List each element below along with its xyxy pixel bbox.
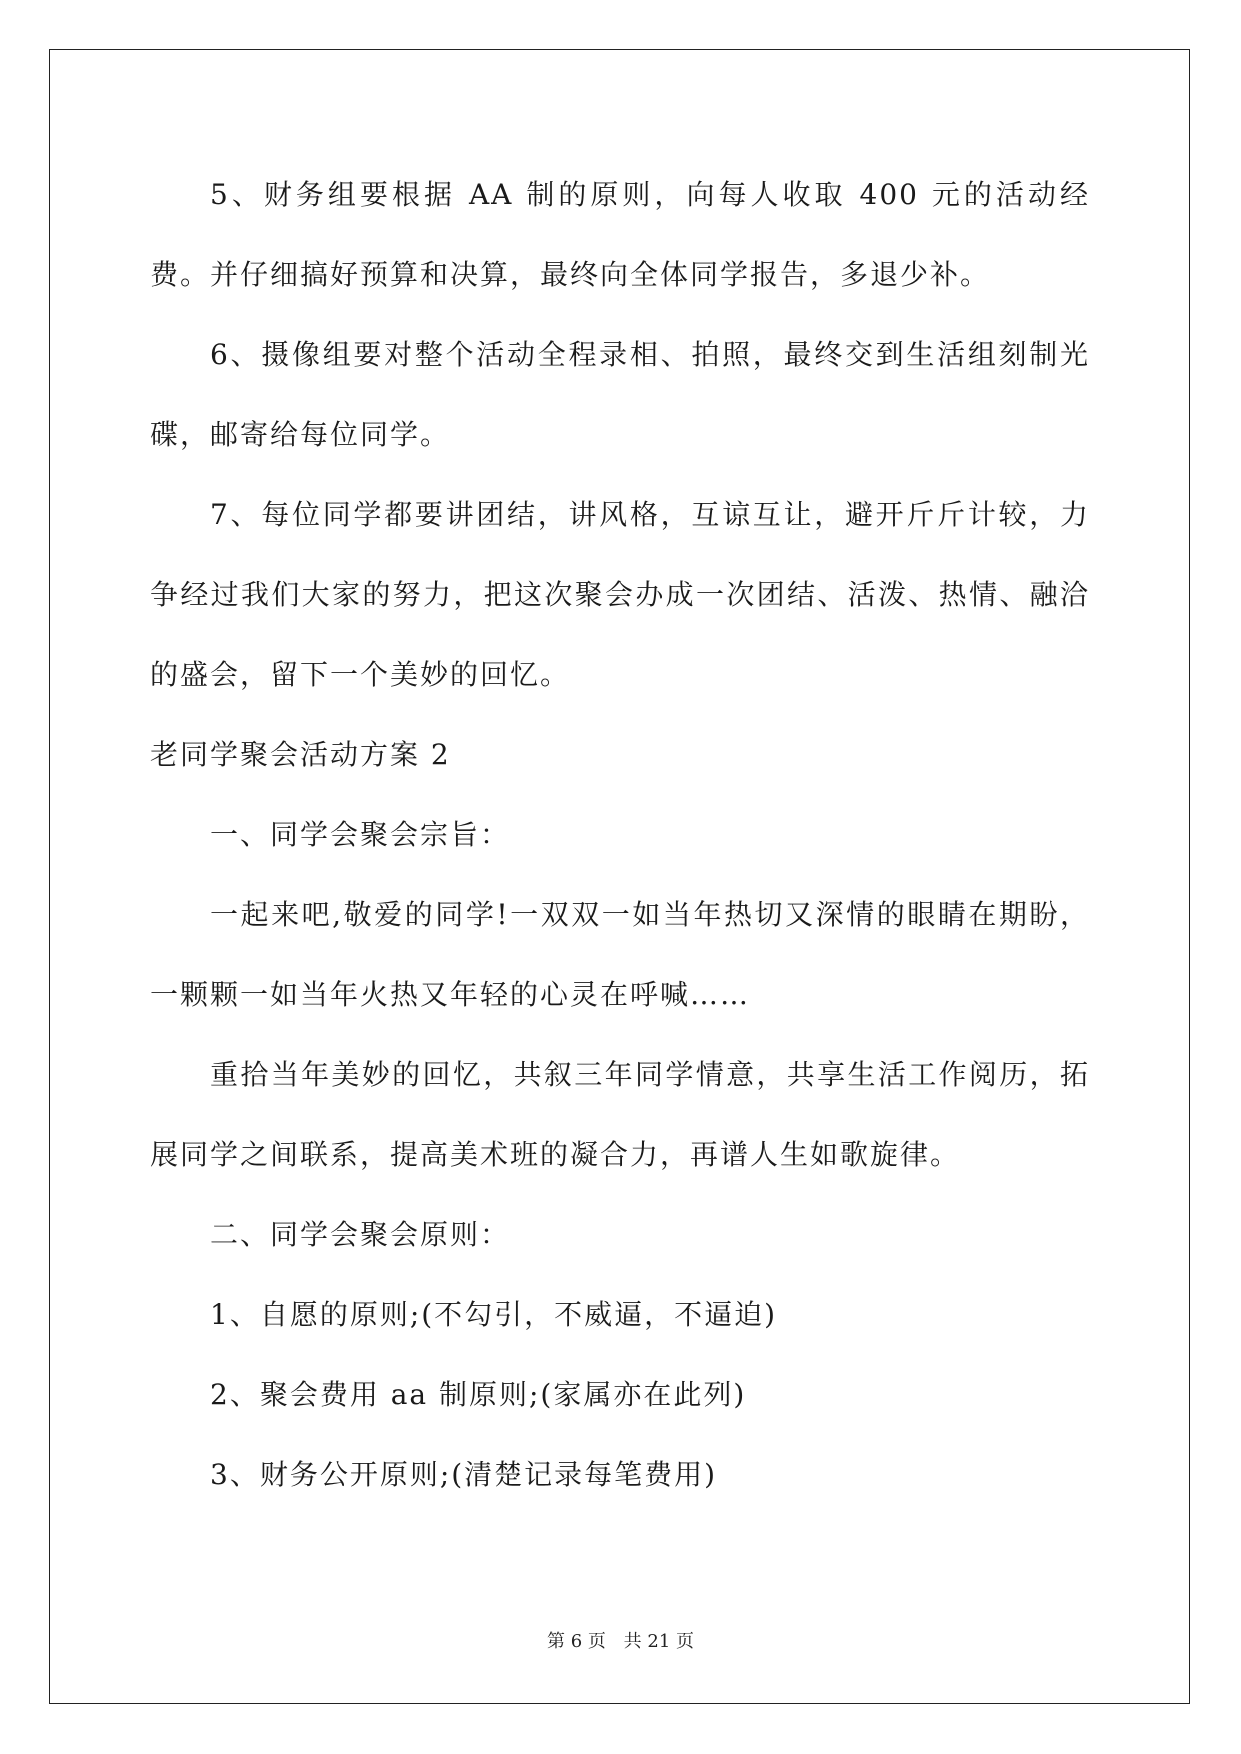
paragraph-invitation: 一起来吧,敬爱的同学!一双双一如当年热切又深情的眼睛在期盼，一颗颗一如当年火热又年轻的心灵在呼喊…… [150,898,1090,1011]
principle-item-1: 1、自愿的原则;(不勾引，不威逼，不逼迫) [210,1298,778,1331]
document-body [150,155,1090,1515]
page-number: 第 6 页 [547,1631,606,1652]
subheading-purpose: 一、同学会聚会宗旨： [210,818,511,851]
page-footer [0,1627,1241,1653]
paragraph-item-5: 5、财务组要根据 AA 制的原则，向每人收取 400 元的活动经费。并仔细搞好预算和决算，最终向全体同学报告，多退少补。 [150,178,1090,291]
paragraph-goals: 重拾当年美妙的回忆，共叙三年同学情意，共享生活工作阅历，拓展同学之间联系，提高美术班的凝合力，再谱人生如歌旋律。 [150,1058,1090,1171]
paragraph-item-6: 6、摄像组要对整个活动全程录相、拍照，最终交到生活组刻制光碟，邮寄给每位同学。 [150,338,1090,451]
page-total: 共 21 页 [623,1631,694,1652]
section-title: 老同学聚会活动方案 2 [150,738,451,771]
principle-item-3: 3、财务公开原则;(清楚记录每笔费用) [210,1458,718,1491]
principle-item-2: 2、聚会费用 aa 制原则;(家属亦在此列) [210,1378,747,1411]
paragraph-item-7: 7、每位同学都要讲团结，讲风格，互谅互让，避开斤斤计较，力争经过我们大家的努力，把这次聚会办成一次团结、活泼、热情、融洽的盛会，留下一个美妙的回忆。 [150,498,1090,691]
subheading-principles: 二、同学会聚会原则： [210,1218,511,1251]
